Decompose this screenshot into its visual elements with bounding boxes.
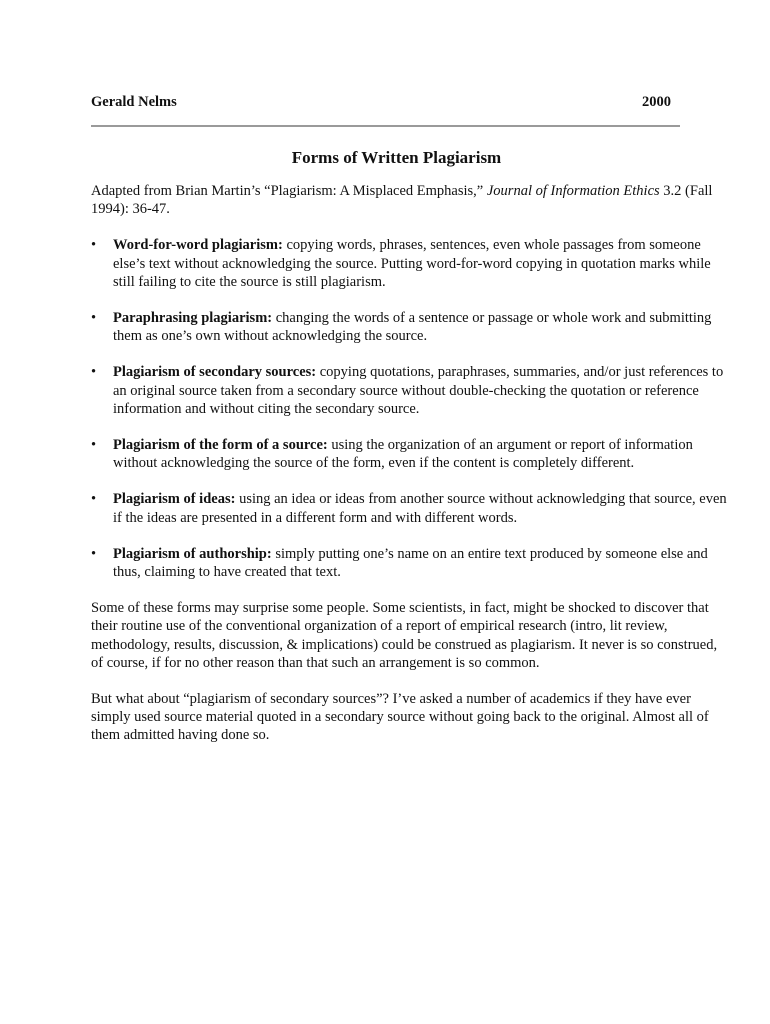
plagiarism-forms-list — [91, 236, 727, 581]
list-item — [91, 490, 727, 526]
list-item — [91, 545, 727, 581]
attribution-journal: Journal of Information Ethics — [486, 183, 660, 199]
bullet-icon: • — [91, 364, 97, 381]
header-year: 2000 — [642, 94, 671, 110]
form-description: changing the words of a sentence or passage or whole work and submitting them as one’s own without acknowledging the source. — [113, 310, 712, 345]
header-divider — [91, 125, 680, 127]
document-header — [91, 92, 671, 112]
form-description: using an idea or ideas from another source without acknowledging that source, even if the ideas are presented in a different form and with different words. — [113, 491, 727, 526]
form-term: Plagiarism of authorship: — [113, 545, 272, 562]
form-description: copying words, phrases, sentences, even whole passages from someone else’s text without acknowledging the source. Putting word-for-word copying in quotation marks while still failing to cite the source is still plagiarism. — [113, 237, 711, 290]
bullet-icon: • — [91, 545, 97, 562]
attribution-lead: Adapted from Brian Martin’s “Plagiarism: A Misplaced Emphasis,” — [91, 183, 487, 199]
form-term: Plagiarism of ideas: — [113, 491, 236, 508]
form-term: Plagiarism of the form of a source: — [113, 437, 328, 454]
body-paragraph: Some of these forms may surprise some people. Some scientists, in fact, might be shocked to discover that their routine use of the conventional organization of a report of empirical research (intro, lit review, methodology, results, discussion, & implications) could be construed as plagiarism. It never is so construed, of course, if for no other reason than that such an arrangement is so common. — [91, 600, 718, 671]
bullet-icon: • — [91, 491, 97, 508]
body-paragraph: But what about “plagiarism of secondary sources”? I’ve asked a number of academics if they have ever simply used source material quoted in a secondary source without going back to the original. Almost all of them admitted having done so. — [91, 691, 709, 744]
list-item — [91, 363, 727, 418]
list-item — [91, 236, 727, 291]
form-description: simply putting one’s name on an entire text produced by someone else and thus, claiming to have created that text. — [113, 545, 708, 581]
bullet-icon: • — [91, 437, 97, 454]
document-title: Forms of Written Plagiarism — [291, 148, 502, 167]
bullet-icon: • — [91, 310, 97, 327]
list-item — [91, 309, 727, 345]
document-page — [91, 92, 727, 763]
form-description: copying quotations, paraphrases, summaries, and/or just references to an original source taken from a secondary source without double-checking the quotation or reference information and without citing the secondary source. — [113, 364, 724, 417]
list-item — [91, 436, 727, 472]
form-term: Plagiarism of secondary sources: — [113, 364, 317, 381]
bullet-icon: • — [91, 237, 97, 254]
form-description: using the organization of an argument or report of information without acknowledging the source of the form, even if the content is completely different. — [113, 437, 693, 472]
form-term: Word-for-word plagiarism: — [113, 237, 283, 254]
header-author: Gerald Nelms — [91, 94, 177, 110]
form-term: Paraphrasing plagiarism: — [113, 310, 273, 327]
commentary — [91, 599, 727, 744]
attribution-note — [91, 182, 727, 218]
attribution-tail: 3.2 (Fall 1994): 36-47. — [91, 183, 713, 218]
